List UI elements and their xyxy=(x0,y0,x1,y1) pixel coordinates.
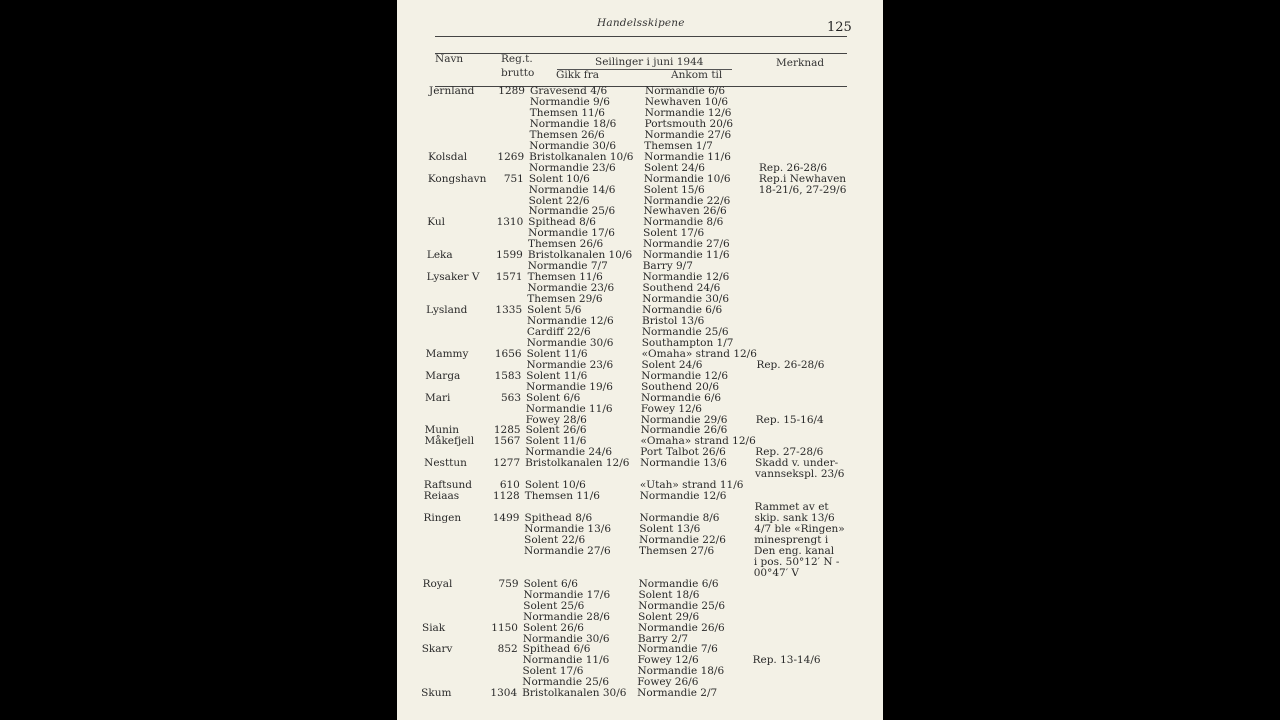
gross-tonnage: 1583 xyxy=(494,369,522,382)
arrived-at: Normandie 11/6 xyxy=(644,150,731,163)
ship-name: Siak xyxy=(422,621,446,634)
arrived-at: Normandie 8/6 xyxy=(643,216,724,229)
departed-from: Normandie 18/6 xyxy=(529,117,617,130)
table-row xyxy=(397,688,875,700)
remark: Rep.i Newhaven xyxy=(758,172,847,185)
arrived-at: Normandie 6/6 xyxy=(642,304,723,316)
gross-tonnage: 1304 xyxy=(490,687,518,700)
arrived-at: Fowey 12/6 xyxy=(637,654,699,667)
ship-name: Skum xyxy=(421,687,452,700)
departed-from: Gravesend 4/6 xyxy=(530,85,608,97)
ship-name: Munin xyxy=(424,424,459,437)
departed-from: Solent 10/6 xyxy=(528,172,590,185)
arrived-at: Normandie 7/6 xyxy=(637,643,718,656)
gross-tonnage: 1335 xyxy=(495,304,523,316)
arrived-at: «Omaha» strand 12/6 xyxy=(641,347,757,360)
ship-name: Ringen xyxy=(423,512,462,525)
arrived-at: Normandie 12/6 xyxy=(644,106,732,119)
arrived-at: Southend 20/6 xyxy=(641,380,720,393)
gross-tonnage: 1571 xyxy=(495,271,523,284)
departed-from: Bristolkanalen 10/6 xyxy=(529,150,634,163)
ship-name: Mari xyxy=(425,391,451,404)
arrived-at: Normandie 13/6 xyxy=(640,457,727,470)
arrived-at: Normandie 27/6 xyxy=(644,128,732,141)
departed-from: Themsen 11/6 xyxy=(524,490,600,503)
arrived-at: Normandie 10/6 xyxy=(643,172,731,185)
departed-from: Bristolkanalen 30/6 xyxy=(522,687,627,700)
departed-from: Normandie 11/6 xyxy=(522,654,610,667)
arrived-at: Southampton 1/7 xyxy=(641,336,734,349)
departed-from: Solent 11/6 xyxy=(526,347,588,360)
departed-from: Normandie 9/6 xyxy=(529,95,610,108)
ship-name: Leka xyxy=(426,249,453,262)
departed-from: Normandie 14/6 xyxy=(528,183,616,196)
col-reg-header-2: brutto xyxy=(501,67,535,79)
departed-from: Normandie 25/6 xyxy=(522,676,610,689)
remark: vannsekspl. 23/6 xyxy=(755,468,845,481)
departed-from: Solent 5/6 xyxy=(527,304,582,316)
departed-from: Normandie 24/6 xyxy=(525,446,613,459)
ship-name: Måkefjell xyxy=(424,435,475,448)
departed-from: Solent 6/6 xyxy=(523,577,578,590)
arrived-at: Normandie 26/6 xyxy=(640,424,728,437)
col-name-header: Navn xyxy=(435,53,464,65)
departed-from: Solent 11/6 xyxy=(526,369,588,382)
col-reg-header-1: Reg.t. xyxy=(501,53,533,65)
arrived-at: Solent 29/6 xyxy=(638,610,700,623)
arrived-at: Barry 9/7 xyxy=(642,260,693,273)
remark: Rep. 26-28/6 xyxy=(756,358,825,371)
book-page xyxy=(397,0,883,720)
ship-name: Jernland xyxy=(429,85,475,97)
arrived-at: «Omaha» strand 12/6 xyxy=(640,435,756,448)
arrived-at: Bristol 13/6 xyxy=(642,314,705,327)
remark: Rep. 13-14/6 xyxy=(752,654,821,667)
departed-from: Normandie 25/6 xyxy=(528,205,616,218)
departed-from: Solent 26/6 xyxy=(525,424,587,437)
departed-from: Fowey 28/6 xyxy=(525,413,587,426)
departed-from: Solent 11/6 xyxy=(525,435,587,448)
top-rule xyxy=(435,36,847,37)
departed-from: Normandie 23/6 xyxy=(527,282,615,295)
departed-from: Solent 22/6 xyxy=(524,533,586,546)
arrived-at: Normandie 22/6 xyxy=(639,533,726,546)
arrived-at: Fowey 26/6 xyxy=(637,676,699,689)
gross-tonnage: 1289 xyxy=(498,85,525,97)
gross-tonnage: 1128 xyxy=(492,490,520,503)
departed-from: Normandie 17/6 xyxy=(523,588,611,601)
arrived-at: Normandie 25/6 xyxy=(641,325,729,338)
remark: Rep. 15-16/4 xyxy=(755,413,824,426)
departed-from: Solent 26/6 xyxy=(523,621,584,634)
arrived-at: Solent 15/6 xyxy=(643,183,705,196)
arrived-at: Normandie 12/6 xyxy=(639,490,727,503)
arrived-at: «Utah» strand 11/6 xyxy=(639,479,744,492)
gross-tonnage: 1656 xyxy=(494,347,522,360)
gross-tonnage: 1277 xyxy=(493,457,521,470)
gross-tonnage: 610 xyxy=(499,479,520,492)
col-sailings-header: Seilinger i juni 1944 xyxy=(595,56,704,68)
remark: Den eng. kanal xyxy=(754,544,835,557)
arrived-at: Normandie 27/6 xyxy=(643,238,730,251)
remark: Rep. 27-28/6 xyxy=(755,446,824,459)
ship-name: Kul xyxy=(427,216,446,229)
departed-from: Solent 25/6 xyxy=(523,599,585,612)
departed-from: Normandie 23/6 xyxy=(526,358,614,371)
ship-name: Mammy xyxy=(425,347,469,360)
departed-from: Themsen 29/6 xyxy=(527,293,603,306)
arrived-at: Normandie 2/7 xyxy=(637,687,718,700)
gross-tonnage: 751 xyxy=(503,172,524,185)
remark: 4/7 ble «Ringen» xyxy=(754,523,845,535)
departed-from: Themsen 11/6 xyxy=(529,106,605,119)
ship-name: Nesttun xyxy=(424,457,467,470)
arrived-at: Portsmouth 20/6 xyxy=(644,117,734,130)
ship-name: Marga xyxy=(425,369,461,382)
arrived-at: Solent 24/6 xyxy=(644,161,705,174)
departed-from: Normandie 30/6 xyxy=(529,139,617,152)
arrived-at: Normandie 29/6 xyxy=(640,413,728,426)
gross-tonnage: 563 xyxy=(500,391,521,404)
departed-from: Solent 6/6 xyxy=(526,391,581,404)
ship-name: Skarv xyxy=(421,643,453,656)
ship-name: Kolsdal xyxy=(428,150,468,163)
col-arrived-header: Ankom til xyxy=(671,69,723,81)
arrived-at: Normandie 12/6 xyxy=(641,369,729,382)
arrived-at: Solent 24/6 xyxy=(641,358,703,371)
departed-from: Normandie 28/6 xyxy=(523,610,610,623)
ship-name: Raftsund xyxy=(423,479,473,492)
arrived-at: Solent 13/6 xyxy=(639,523,701,535)
departed-from: Themsen 26/6 xyxy=(529,128,605,141)
departed-from: Normandie 7/7 xyxy=(527,260,608,273)
remark: minesprengt i xyxy=(754,533,829,546)
arrived-at: Normandie 30/6 xyxy=(642,293,730,306)
ship-name: Kongshavn xyxy=(427,172,487,185)
departed-from: Normandie 11/6 xyxy=(525,402,613,415)
arrived-at: Barry 2/7 xyxy=(637,632,689,645)
remark: i pos. 50°12′ N - xyxy=(753,555,840,568)
arrived-at: Normandie 18/6 xyxy=(637,665,725,678)
departed-from: Bristolkanalen 12/6 xyxy=(525,457,630,470)
departed-from: Normandie 19/6 xyxy=(526,380,613,393)
arrived-at: Solent 17/6 xyxy=(643,227,705,240)
ship-name: Royal xyxy=(422,577,453,590)
departed-from: Spithead 6/6 xyxy=(522,643,591,656)
departed-from: Spithead 8/6 xyxy=(524,512,593,525)
arrived-at: Fowey 12/6 xyxy=(640,402,702,415)
arrived-at: Normandie 25/6 xyxy=(638,599,726,612)
departed-from: Normandie 13/6 xyxy=(524,523,612,535)
gross-tonnage: 1499 xyxy=(492,512,520,525)
departed-from: Spithead 8/6 xyxy=(528,216,596,229)
gross-tonnage: 759 xyxy=(498,577,519,590)
arrived-at: Port Talbot 26/6 xyxy=(640,446,726,459)
header-rule xyxy=(435,53,847,54)
page-number: 125 xyxy=(827,20,852,35)
gross-tonnage: 1567 xyxy=(493,435,521,448)
arrived-at: Normandie 11/6 xyxy=(642,249,730,262)
departed-from: Themsen 11/6 xyxy=(527,271,603,284)
gross-tonnage: 852 xyxy=(497,643,518,656)
ship-name: Lysland xyxy=(426,304,468,316)
arrived-at: Newhaven 26/6 xyxy=(643,205,727,218)
col-departed-header: Gikk fra xyxy=(556,69,599,81)
departed-from: Normandie 17/6 xyxy=(528,227,615,240)
departed-from: Solent 10/6 xyxy=(524,479,586,492)
remark: 18-21/6, 27-29/6 xyxy=(758,183,847,196)
gross-tonnage: 1269 xyxy=(497,150,525,163)
departed-from: Cardiff 22/6 xyxy=(526,325,591,338)
departed-from: Normandie 30/6 xyxy=(526,336,614,349)
arrived-at: Normandie 22/6 xyxy=(643,194,731,207)
remark: skip. sank 13/6 xyxy=(754,512,835,525)
gross-tonnage: 1310 xyxy=(496,216,524,229)
gross-tonnage: 1150 xyxy=(491,621,518,634)
arrived-at: Newhaven 10/6 xyxy=(644,95,729,108)
arrived-at: Southend 24/6 xyxy=(642,282,721,295)
remark: Rammet av et xyxy=(754,501,829,514)
remark: Skadd v. under- xyxy=(755,457,839,470)
ship-name: Reiaas xyxy=(423,490,460,503)
arrived-at: Themsen 1/7 xyxy=(644,139,713,152)
remark: 00°47′ V xyxy=(753,566,799,579)
departed-from: Bristolkanalen 10/6 xyxy=(527,249,633,262)
running-head: Handelsskipene xyxy=(597,17,685,29)
arrived-at: Normandie 6/6 xyxy=(638,577,719,590)
arrived-at: Normandie 6/6 xyxy=(645,85,726,97)
arrived-at: Normandie 26/6 xyxy=(638,621,725,634)
departed-from: Themsen 26/6 xyxy=(528,238,604,251)
departed-from: Normandie 30/6 xyxy=(522,632,610,645)
arrived-at: Themsen 27/6 xyxy=(639,544,715,557)
gross-tonnage: 1599 xyxy=(496,249,523,262)
departed-from: Solent 22/6 xyxy=(528,194,590,207)
departed-from: Solent 17/6 xyxy=(522,665,584,678)
departed-from: Normandie 23/6 xyxy=(529,161,616,174)
arrived-at: Normandie 12/6 xyxy=(642,271,730,284)
arrived-at: Normandie 6/6 xyxy=(641,391,722,404)
departed-from: Normandie 12/6 xyxy=(527,314,614,327)
departed-from: Normandie 27/6 xyxy=(524,544,611,557)
remark: Rep. 26-28/6 xyxy=(759,161,828,174)
ship-name: Lysaker V xyxy=(426,271,480,284)
col-remarks-header: Merknad xyxy=(776,57,825,69)
gross-tonnage: 1285 xyxy=(493,424,521,437)
arrived-at: Normandie 8/6 xyxy=(639,512,720,525)
arrived-at: Solent 18/6 xyxy=(638,588,700,601)
